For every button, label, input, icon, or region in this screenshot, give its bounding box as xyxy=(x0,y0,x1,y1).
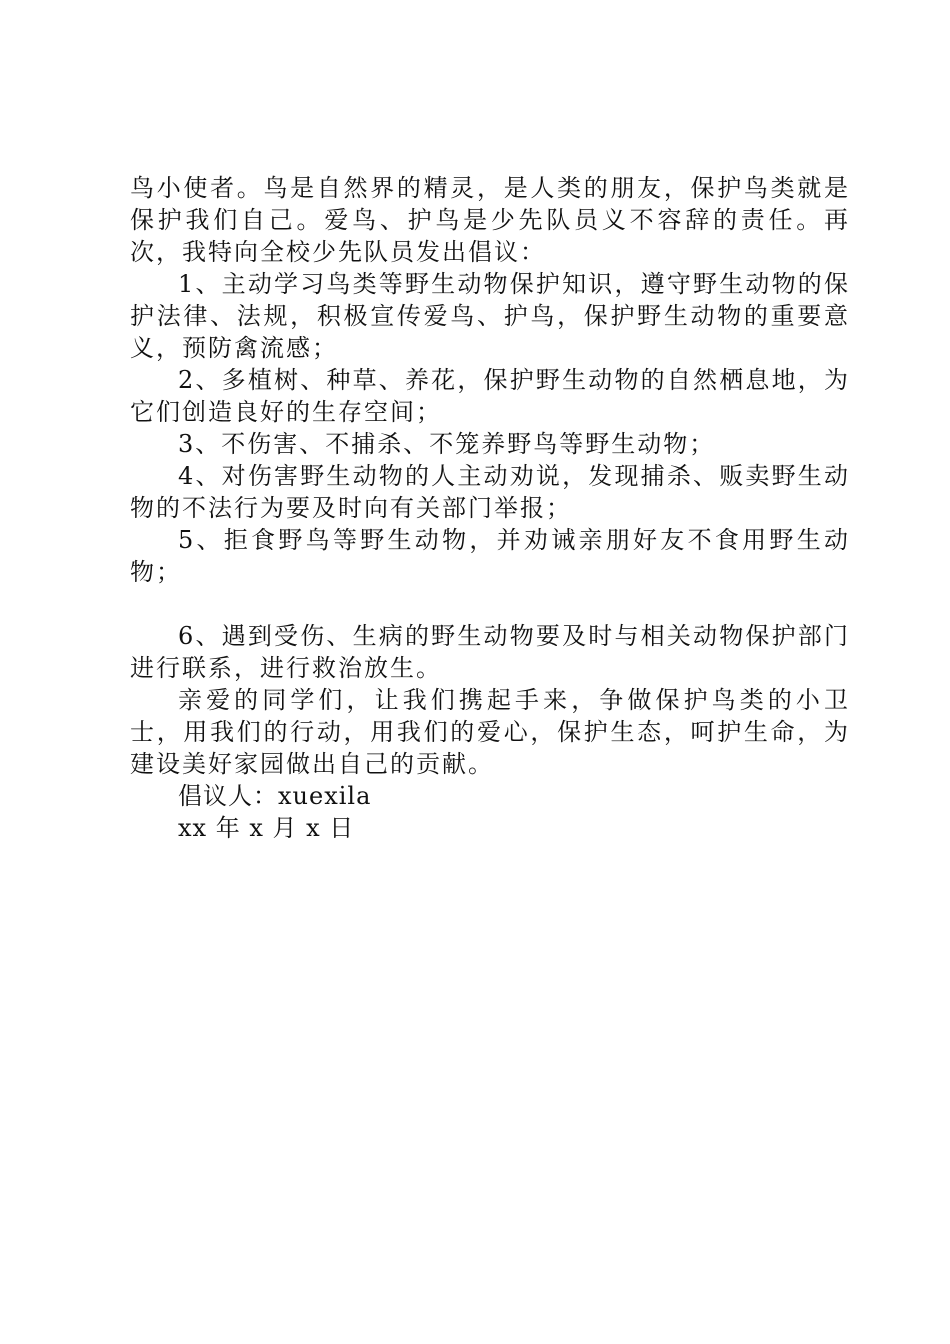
proposal-item-3: 3、不伤害、不捕杀、不笼养野鸟等野生动物； xyxy=(178,430,716,458)
closing-paragraph: 亲爱的同学们，让我们携起手来，争做保护鸟类的小卫士，用我们的行动，用我们的爱心，保护生态，呵护生命，为建设美好家园做出自己的贡献。 xyxy=(130,686,850,778)
proposal-item-5: 5、拒食野鸟等野生动物，并劝诫亲朋好友不食用野生动物； xyxy=(130,526,850,586)
proposal-item-2: 2、多植树、种草、养花，保护野生动物的自然栖息地，为它们创造良好的生存空间； xyxy=(130,366,850,426)
document-body xyxy=(130,172,850,844)
proposal-item-1: 1、主动学习鸟类等野生动物保护知识，遵守野生动物的保护法律、法规，积极宣传爱鸟、护鸟，保护野生动物的重要意义，预防禽流感； xyxy=(130,270,850,362)
intro-paragraph: 鸟小使者。鸟是自然界的精灵，是人类的朋友，保护鸟类就是保护我们自己。爱鸟、护鸟是少先队员义不容辞的责任。再次，我特向全校少先队员发出倡议： xyxy=(130,174,850,266)
proposal-item-6: 6、遇到受伤、生病的野生动物要及时与相关动物保护部门进行联系，进行救治放生。 xyxy=(130,622,850,682)
paragraph-spacer xyxy=(130,588,850,620)
signature-line: 倡议人：xuexila xyxy=(178,782,372,810)
proposal-item-4: 4、对伤害野生动物的人主动劝说，发现捕杀、贩卖野生动物的不法行为要及时向有关部门举报； xyxy=(130,462,850,522)
date-line: xx 年 x 月 x 日 xyxy=(178,814,355,842)
